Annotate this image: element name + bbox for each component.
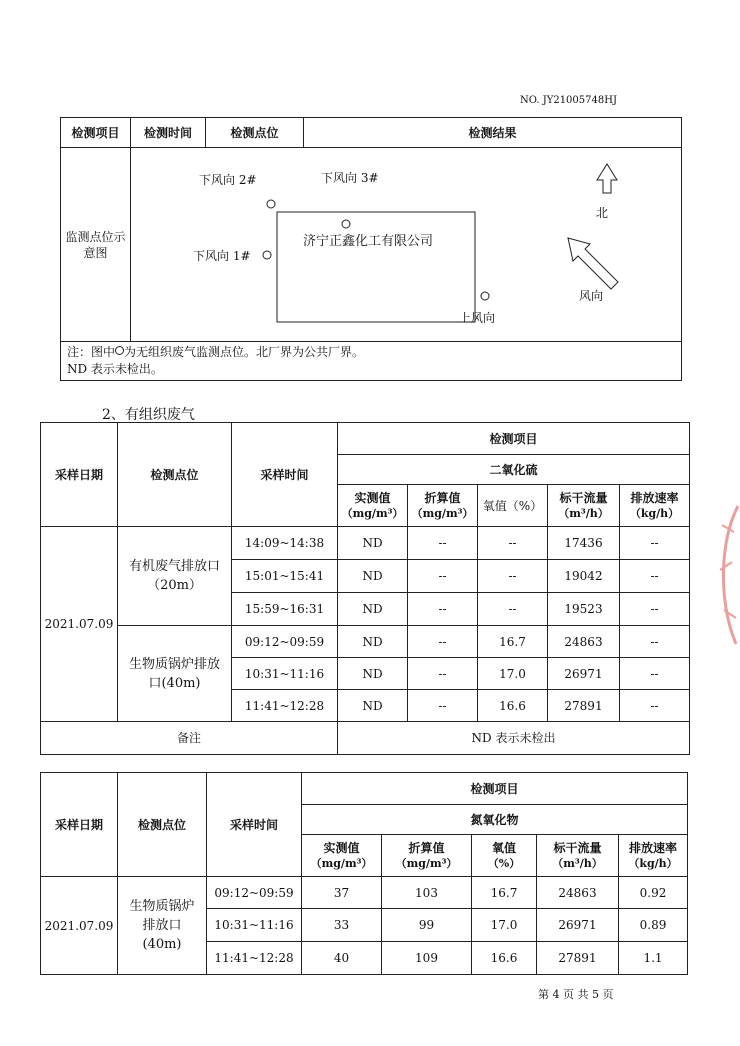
table-row: 2021.07.09 有机废气排放口（20m） 14:09~14:38 ND -- -- 17436 -- [41,527,690,560]
header-result: 检测结果 [304,118,682,148]
label-downwind1: 下风向 1# [193,249,251,263]
so2-header-time: 采样时间 [232,423,338,527]
nox-header-date: 采样日期 [41,773,118,877]
label-wind: 风向 [579,289,604,303]
nox-col-flow: 标干流量 （m³/h） [537,835,619,877]
table-row: 15:59~16:31 ND -- -- 19523 -- [41,593,690,626]
label-downwind3: 下风向 3# [321,171,379,185]
map-diagram-cell [131,148,682,342]
nox-col-oxygen: 氧值 （%） [472,835,537,877]
table-row: 10:31~11:16 ND -- 17.0 26971 -- [41,658,690,690]
header-point: 检测点位 [206,118,304,148]
so2-table [40,422,690,755]
so2-col-measured: 实测值 （mg/m³） [338,485,408,527]
report-number: NO. JY21005748HJ [520,95,617,106]
nox-header-time: 采样时间 [207,773,302,877]
header-item: 检测项目 [61,118,131,148]
so2-remark: ND 表示未检出 [338,722,690,755]
monitor-point-3 [342,220,350,228]
nox-pollutant: 氮氧化物 [302,805,688,835]
map-row-label: 监测点位示意图 [61,148,131,342]
label-downwind2: 下风向 2# [199,173,257,187]
label-north: 北 [596,206,609,220]
table-row: 2021.07.09 生物质锅炉排放口(40m) 09:12~09:59 37 103 16.7 24863 0.92 [41,877,688,909]
section-title: 2、有组织废气 [102,407,195,423]
circle-marker-icon [115,346,124,355]
so2-pollutant: 二氧化硫 [338,455,690,485]
so2-col-oxygen: 氧值（%） [478,485,548,527]
label-company: 济宁正鑫化工有限公司 [303,234,434,249]
so2-point-2: 生物质锅炉排放口(40m) [118,626,232,722]
nox-date: 2021.07.09 [41,877,118,975]
nox-col-rate: 排放速率 （kg/h） [619,835,688,877]
so2-remark-label: 备注 [41,722,338,755]
nox-col-measured: 实测值 （mg/m³） [302,835,382,877]
so2-col-flow: 标干流量 （m³/h） [548,485,620,527]
label-upwind: 上风向 [459,311,496,325]
so2-col-rate: 排放速率 （kg/h） [620,485,690,527]
table-row: 15:01~15:41 ND -- -- 19042 -- [41,560,690,593]
header-time: 检测时间 [131,118,206,148]
so2-col-converted: 折算值 （mg/m³） [408,485,478,527]
map-note: 注：图中 为无组织废气监测点位。北厂界为公共厂界。 ND 表示未检出。 [61,342,682,381]
monitor-point-upwind [481,292,489,300]
table-row: 10:31~11:16 33 99 17.0 26971 0.89 [41,909,688,942]
so2-point-1: 有机废气排放口（20m） [118,527,232,626]
company-boundary [277,212,475,322]
nox-header-point: 检测点位 [118,773,207,877]
monitor-point-2 [267,200,275,208]
north-arrow-icon [597,164,617,193]
monitor-point-1 [263,251,271,259]
page-footer: 第 4 页 共 5 页 [538,988,614,1001]
table-row: 11:41~12:28 ND -- 16.6 27891 -- [41,690,690,722]
so2-header-date: 采样日期 [41,423,118,527]
so2-header-item: 检测项目 [338,423,690,455]
table-row: 生物质锅炉排放口(40m) 09:12~09:59 ND -- 16.7 24863 -- [41,626,690,658]
wind-arrow-icon [568,238,618,289]
nox-table [40,772,688,975]
nox-col-converted: 折算值 （mg/m³） [382,835,472,877]
nox-point: 生物质锅炉排放口(40m) [118,877,207,975]
so2-header-point: 检测点位 [118,423,232,527]
so2-date: 2021.07.09 [41,527,118,722]
table-row: 11:41~12:28 40 109 16.6 27891 1.1 [41,942,688,975]
nox-header-item: 检测项目 [302,773,688,805]
seal-stamp-icon [712,500,740,650]
map-table [60,117,682,381]
